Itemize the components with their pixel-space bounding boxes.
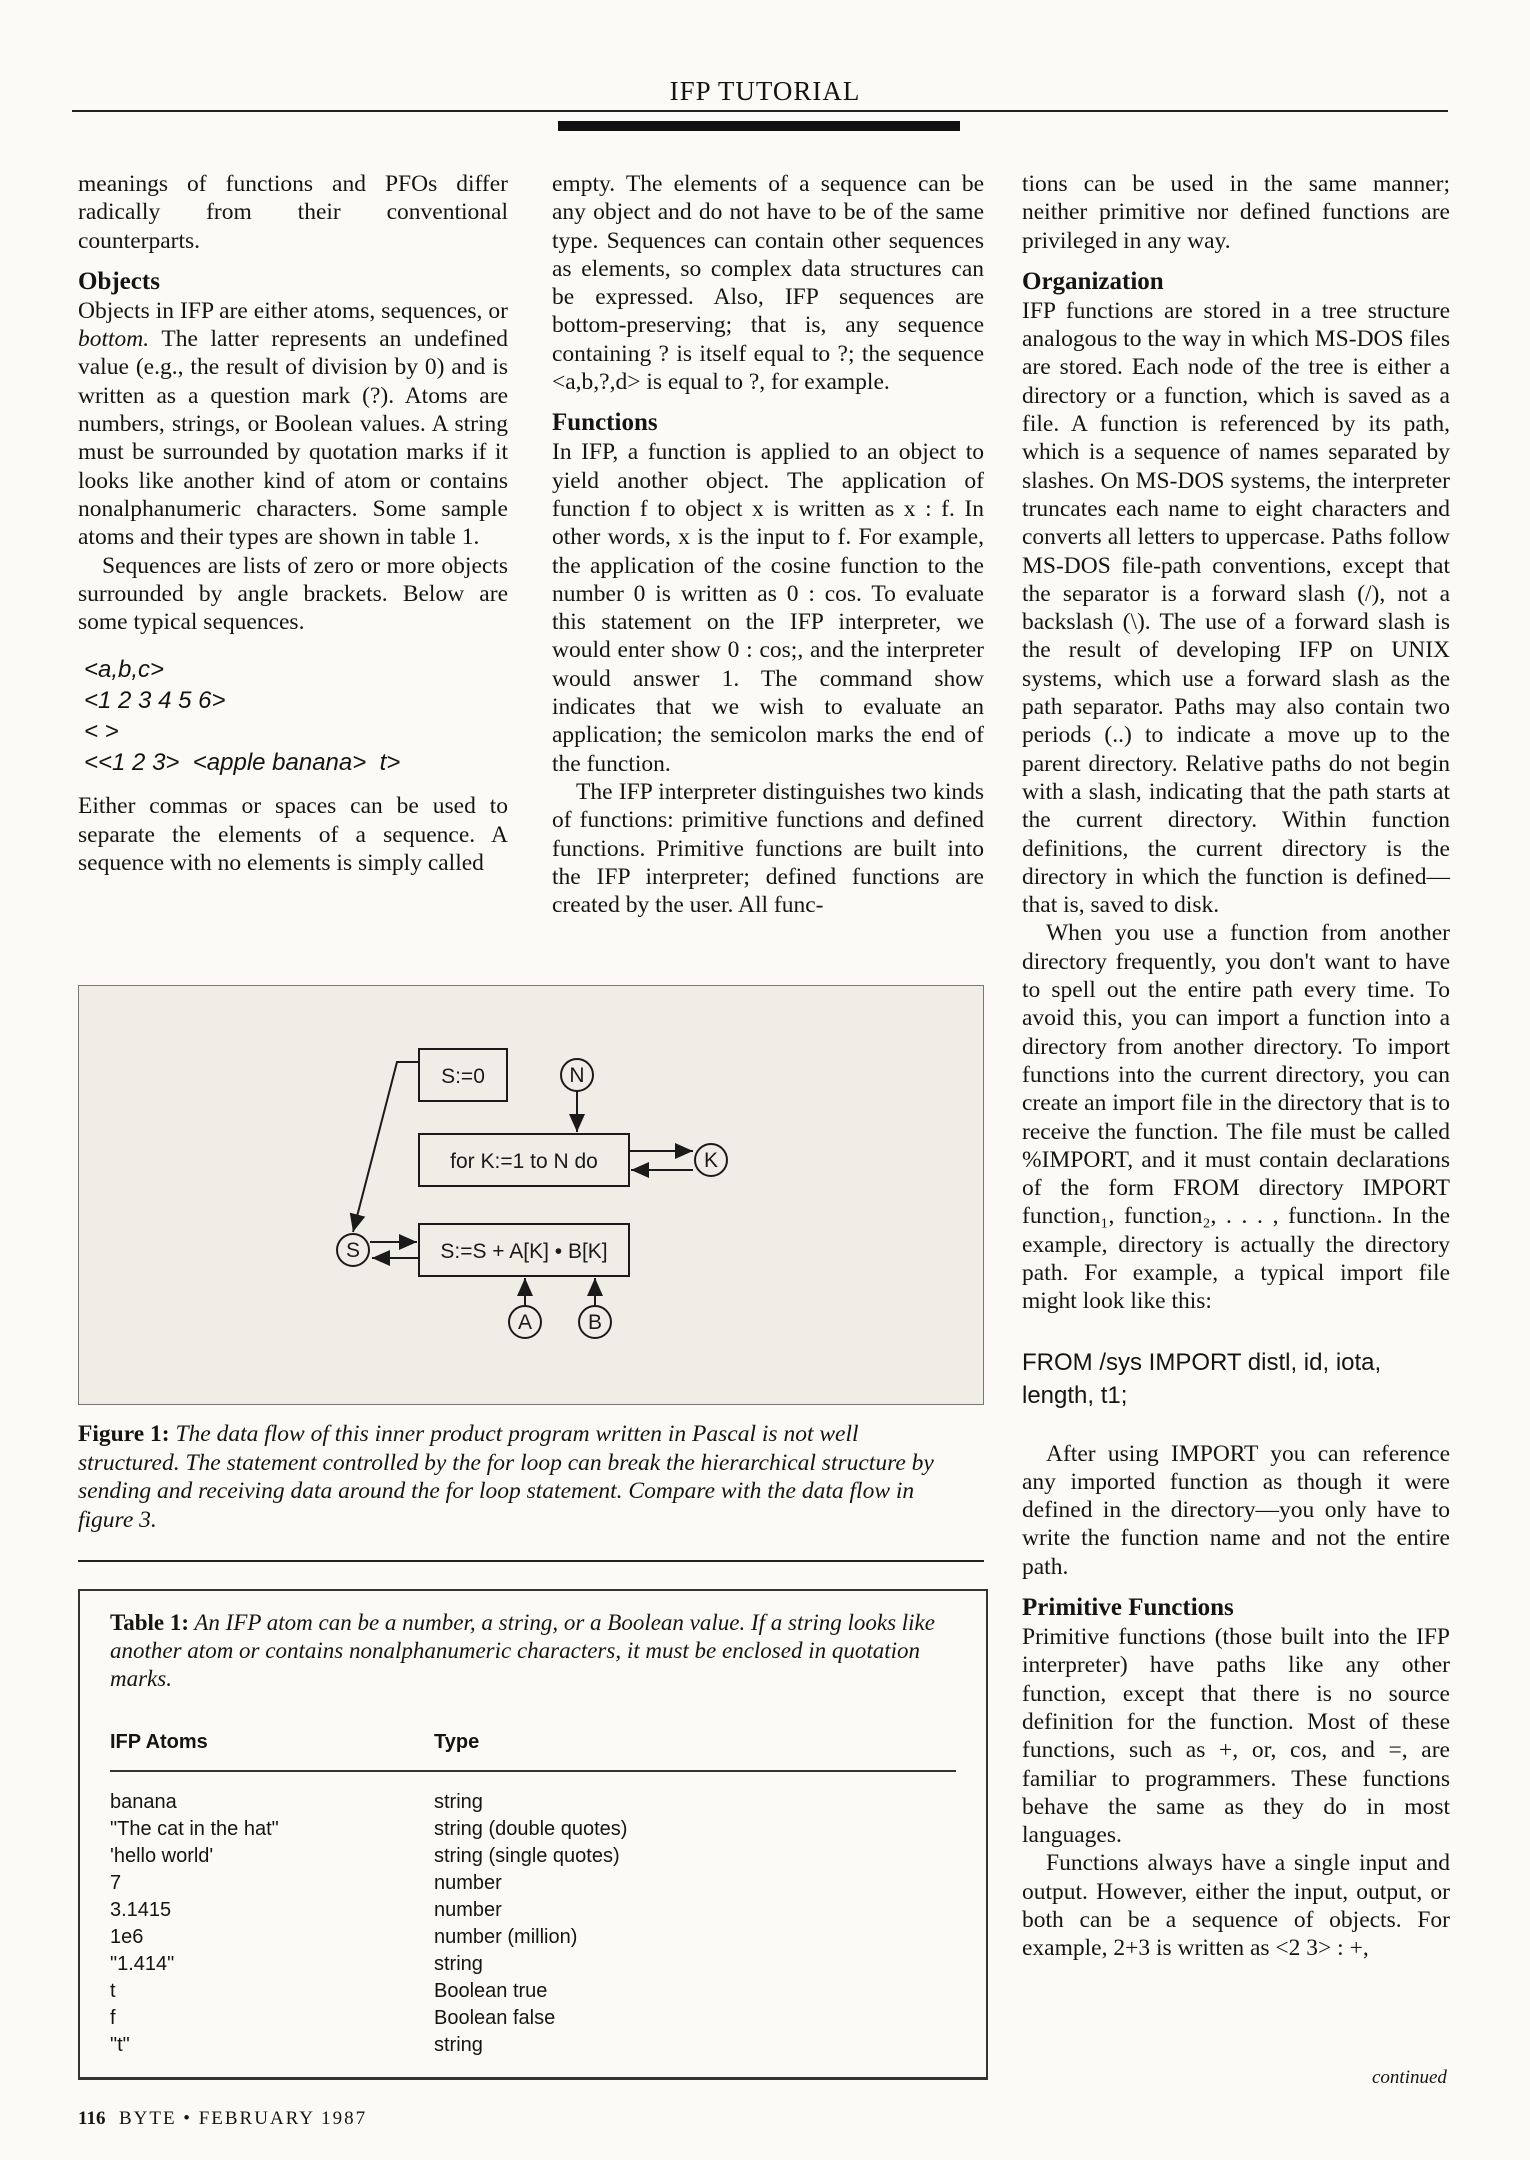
primitive-functions-heading: Primitive Functions (1022, 1594, 1234, 1622)
objects-paragraph-1: Objects in IFP are either atoms, sequences, or bottom. The latter represents an undefined value (e.g., the result of division by 0) and is written as a question mark (?). Atoms are numbers, strings, or Boolean values. A string must be surrounded by quotation marks if it looks like another kind of atom or contains nonalphanumeric characters. Some sample atoms and their types are shown in table 1. (78, 297, 508, 551)
assign-label: S:=S + A[K] • B[K] (440, 1240, 608, 1263)
atom-cell: t (110, 1980, 116, 2002)
type-cell: Boolean false (434, 2007, 556, 2029)
table-1-caption-label: Table 1: (110, 1610, 190, 1635)
table-row (110, 1978, 956, 2005)
primitive-paragraph-1: Primitive functions (those built into the IFP interpreter) have paths like any other function, except that there is no source definition for the function. Most of these functions, such as +, or, cos, and =, are familiar to programmers. These functions behave the same as they do in most languages. (1022, 1624, 1450, 1849)
b-label: B (587, 1311, 603, 1334)
continued-label: continued (1372, 2067, 1447, 2088)
col1-intro: meanings of functions and PFOs differ radically from their conventional counterparts. (78, 171, 508, 254)
arrow-init-to-s (353, 1062, 419, 1232)
page-number: 116 (78, 2108, 106, 2129)
type-cell: number (million) (434, 1926, 578, 1948)
sequence-example: <<1 2 3> <apple banana> t> (84, 749, 401, 777)
organization-paragraph-1: IFP functions are stored in a tree structure analogous to the way in which MS-DOS files are stored. Each node of the tree is either a directory or a function, which is saved as a file. A function is referenced by its path, which is a sequence of names separated by slashes. On MS-DOS systems, the interpreter truncates each name to eight characters and converts all letters to uppercase. Paths follow MS-DOS file-path conventions, except that the separator is a forward slash (/), not a backslash (\). The use of a forward slash is the result of developing IFP on UNIX systems, which use a forward slash as the path separator. Paths may also contain two periods (..) to indicate a move up to the parent directory. Relative paths do not begin with a slash, indicating that the path starts at the current directory. Within function definitions, the current directory is the directory in which the function is defined—that is, saved to disk. (1022, 297, 1450, 919)
atom-cell: 3.1415 (110, 1899, 172, 1921)
s-label: S (345, 1239, 361, 1262)
type-cell: Boolean true (434, 1980, 548, 2002)
sequence-example: <1 2 3 4 5 6> (84, 687, 226, 715)
header-bar (558, 121, 960, 131)
atom-cell: f (110, 2007, 116, 2029)
atom-cell: 'hello world' (110, 1845, 214, 1867)
atom-cell: 7 (110, 1872, 122, 1894)
objects-paragraph-3: Either commas or spaces can be used to separate the elements of a sequence. A sequence with no elements is simply called (78, 793, 508, 877)
atom-cell: 1e6 (110, 1926, 144, 1948)
objects-paragraph-2: Sequences are lists of zero or more objects surrounded by angle brackets. Below are some typical sequences. (78, 552, 508, 636)
table-header-rule (110, 1770, 956, 1772)
atom-cell: banana (110, 1791, 177, 1813)
init-label: S:=0 (441, 1065, 485, 1088)
table-row (110, 1951, 956, 1978)
page-header-title: IFP TUTORIAL (669, 76, 861, 106)
col2-paragraph-1: empty. The elements of a sequence can be any object and do not have to be of the same type. Sequences can contain other sequences as elements, so complex data structures can be expressed. Also, IFP sequences are bottom-preserving; that is, any sequence containing ? is itself equal to ?; the sequence <a,b,?,d> is equal to ?, for example. (552, 171, 984, 396)
type-cell: number (434, 1872, 502, 1894)
table-row (110, 2005, 956, 2032)
column-3 (1022, 170, 1450, 1963)
type-cell: string (434, 2034, 483, 2056)
page-footer (78, 2108, 367, 2130)
table-row (110, 1843, 956, 1870)
sequence-example: < > (84, 718, 119, 746)
table-1-caption (110, 1609, 960, 1693)
table-row (110, 2032, 956, 2059)
functions-paragraph-2: The IFP interpreter distinguishes two kinds of functions: primitive functions and defined functions. Primitive functions are built into the IFP interpreter; defined functions are created by the user. All func- (552, 778, 984, 919)
type-cell: string (434, 1953, 483, 1975)
col3-paragraph-1: tions can be used in the same manner; neither primitive nor defined functions are privileged in any way. (1022, 171, 1450, 254)
sequence-example: <a,b,c> (84, 656, 165, 684)
type-cell: string (double quotes) (434, 1818, 628, 1840)
figure-1-caption-text: The data flow of this inner product program written in Pascal is not well structured. The statement controlled by the for loop can break the hierarchical structure by sending and receiving data around the for loop statement. Compare with the data flow in figure 3. (78, 1421, 934, 1533)
a-label: A (517, 1311, 533, 1334)
k-label: K (703, 1149, 719, 1172)
table-1-box (78, 1589, 988, 2080)
atom-cell: "The cat in the hat" (110, 1818, 279, 1840)
type-cell: string (single quotes) (434, 1845, 620, 1867)
table-rows (110, 1789, 956, 2059)
organization-paragraph-2: When you use a function from another directory frequently, you don't want to have to spell out the entire path every time. To avoid this, you can import a function into a directory from another directory. To import functions into the current directory, you can create an import file in the directory that is to receive the function. The file must be called %IMPORT, and it must contain declarations of the form FROM directory IMPORT function₁, function₂, . . . , functionₙ. In the example, directory is actually the directory path. For example, a typical import file might look like this: (1022, 920, 1450, 1315)
atom-cell: "1.414" (110, 1953, 175, 1975)
table-row (110, 1897, 956, 1924)
atom-cell: "t" (110, 2034, 130, 2056)
figure-1-caption (78, 1420, 958, 1534)
type-cell: string (434, 1791, 483, 1813)
functions-paragraph-1: In IFP, a function is applied to an object to yield another object. The application of function f to object x is written as x : f. In other words, x is the input to f. For example, the application of the cosine function to the number 0 is written as 0 : cos. To evaluate this statement on the IFP interpreter, we would enter show 0 : cos;, and the interpreter would answer 1. The command show indicates that we wish to evaluate an application; the semicolon marks the end of the function. (552, 439, 984, 777)
loop-label: for K:=1 to N do (450, 1150, 598, 1173)
table-1-caption-text: An IFP atom can be a number, a string, or a Boolean value. If a string looks like another atom or contains nonalphanumeric characters, it must be enclosed in quotation marks. (110, 1610, 935, 1691)
column-header-type: Type (434, 1731, 480, 1753)
primitive-paragraph-2: Functions always have a single input and output. However, either the input, output, or both can be a sequence of objects. For example, 2+3 is written as <2 3> : +, (1022, 1850, 1450, 1962)
import-code-example: FROM /sys IMPORT distl, id, iota, length, t1; (1022, 1348, 1382, 1409)
column-2 (552, 170, 984, 919)
column-header-atoms: IFP Atoms (110, 1731, 208, 1753)
organization-paragraph-3: After using IMPORT you can reference any imported function as though it were defined in the directory—you only have to write the function name and not the entire path. (1022, 1440, 1450, 1580)
sequence-examples (84, 654, 508, 778)
figure-1-caption-label: Figure 1: (78, 1421, 170, 1447)
table-row (110, 1816, 956, 1843)
organization-heading: Organization (1022, 267, 1164, 295)
functions-heading: Functions (552, 409, 658, 437)
caption-rule (78, 1560, 984, 1562)
data-flow-diagram (79, 986, 983, 1404)
objects-heading: Objects (78, 267, 160, 295)
header-rule (72, 110, 1448, 112)
table-row (110, 1789, 956, 1816)
table-row (110, 1924, 956, 1951)
magazine-issue: BYTE • FEBRUARY 1987 (118, 2108, 368, 2129)
table-row (110, 1870, 956, 1897)
column-1 (78, 170, 508, 877)
figure-1-box (78, 985, 984, 1405)
n-label: N (569, 1064, 585, 1087)
type-cell: number (434, 1899, 502, 1921)
